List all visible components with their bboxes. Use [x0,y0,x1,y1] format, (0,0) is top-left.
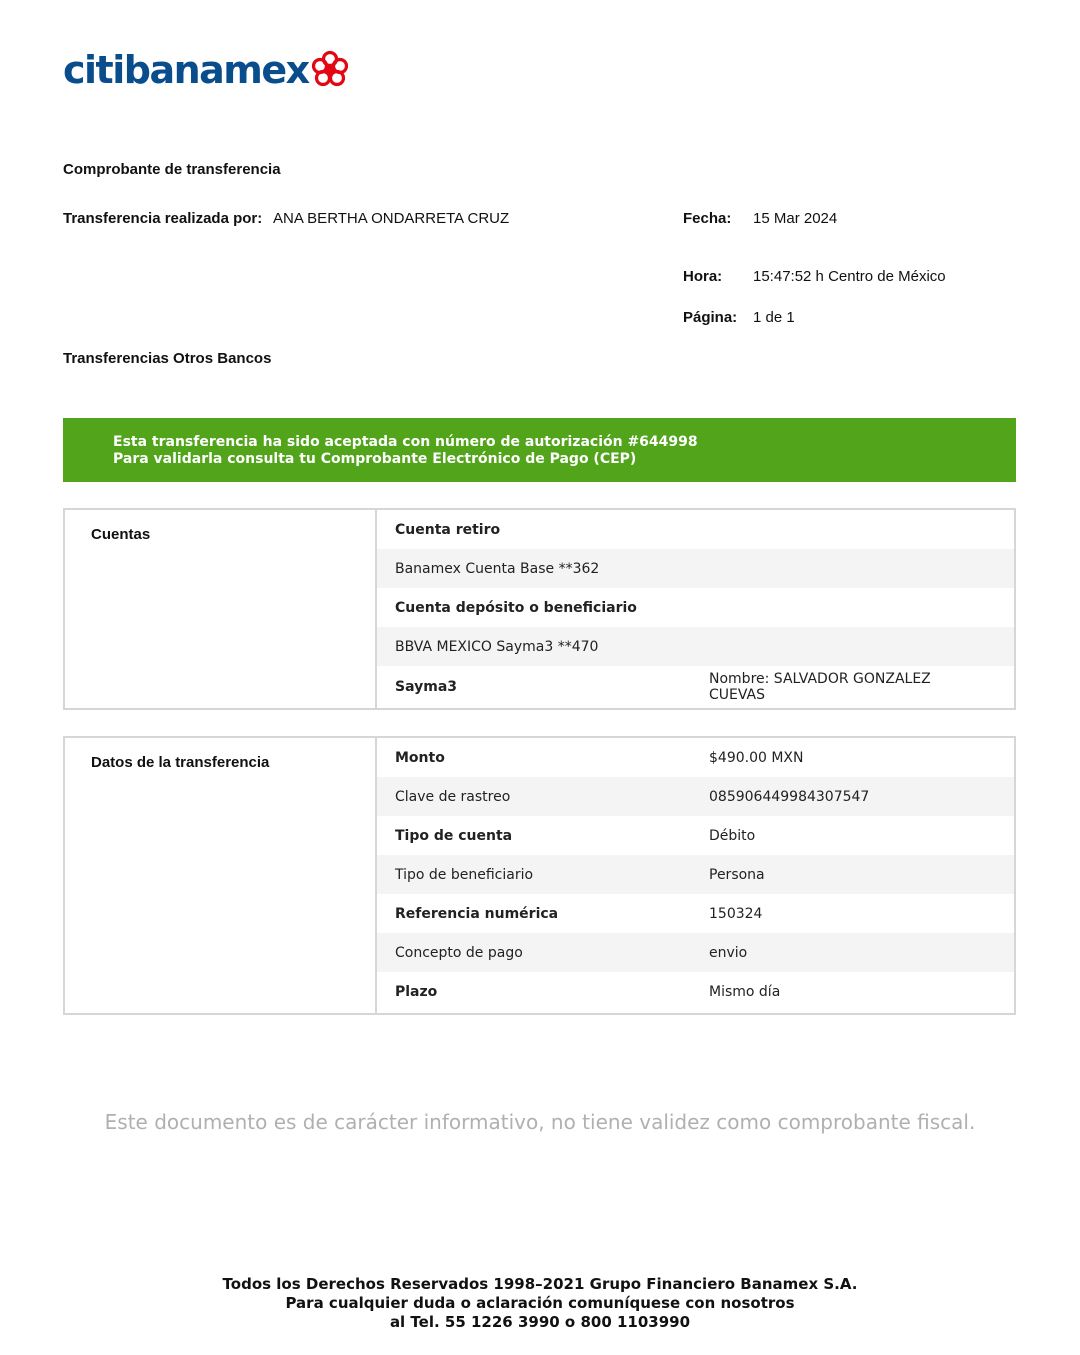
table-row: Monto $490.00 MXN [395,749,804,766]
table-row: BBVA MEXICO Sayma3 **470 [377,627,1014,666]
table-row: Cuenta retiro [395,521,501,538]
footer-line-1: Todos los Derechos Reservados 1998–2021 Grupo Financiero Banamex S.A. [222,1275,858,1293]
footer-line-3: al Tel. 55 1226 3990 o 800 1103990 [389,1313,691,1331]
page-value: 1 de 1 [753,309,795,326]
time-value: 15:47:52 h Centro de México [753,268,946,285]
banner-line-1: Esta transferencia ha sido aceptada con número de autorización #644998 [113,434,698,450]
made-by-value: ANA BERTHA ONDARRETA CRUZ [273,210,510,227]
date-value: 15 Mar 2024 [753,210,838,227]
transfer-title: Datos de la transferencia [65,738,377,1013]
section-title: Transferencias Otros Bancos [63,350,272,367]
table-row: Tipo de cuenta Débito [395,827,756,844]
date-label: Fecha: [683,210,732,227]
footer [0,1275,1080,1332]
banamex-flower-icon [310,50,350,90]
time-label: Hora: [683,268,723,285]
banamex-logo [63,46,350,94]
table-row: Cuenta depósito o beneficiario [395,599,637,616]
accounts-title: Cuentas [65,510,377,708]
made-by-label: Transferencia realizada por: [63,210,263,227]
accounts-rows [377,510,1014,708]
document-title: Comprobante de transferencia [63,161,281,178]
banner-line-2: Para validarla consulta tu Comprobante Electrónico de Pago (CEP) [113,451,637,467]
table-row: Sayma3 Nombre: SALVADOR GONZALEZ CUEVAS [395,671,931,703]
table-row: Plazo Mismo día [395,983,781,1000]
table-row: Referencia numérica 150324 [395,905,763,922]
accounts-panel [63,508,1016,710]
transfer-panel [63,736,1016,1015]
disclaimer-text: Este documento es de carácter informativo, no tiene validez como comprobante fiscal. [104,1110,976,1134]
table-row: Banamex Cuenta Base **362 [377,549,1014,588]
table-row: Concepto de pago envio [377,933,1014,972]
page-label: Página: [683,309,738,326]
table-row: Clave de rastreo 085906449984307547 [377,777,1014,816]
authorization-banner [63,418,1016,482]
logo-wordmark: citibanamex [63,48,309,92]
table-row: Tipo de beneficiario Persona [377,855,1014,894]
footer-line-2: Para cualquier duda o aclaración comuníquese con nosotros [285,1294,795,1312]
transfer-rows [377,738,1014,1013]
